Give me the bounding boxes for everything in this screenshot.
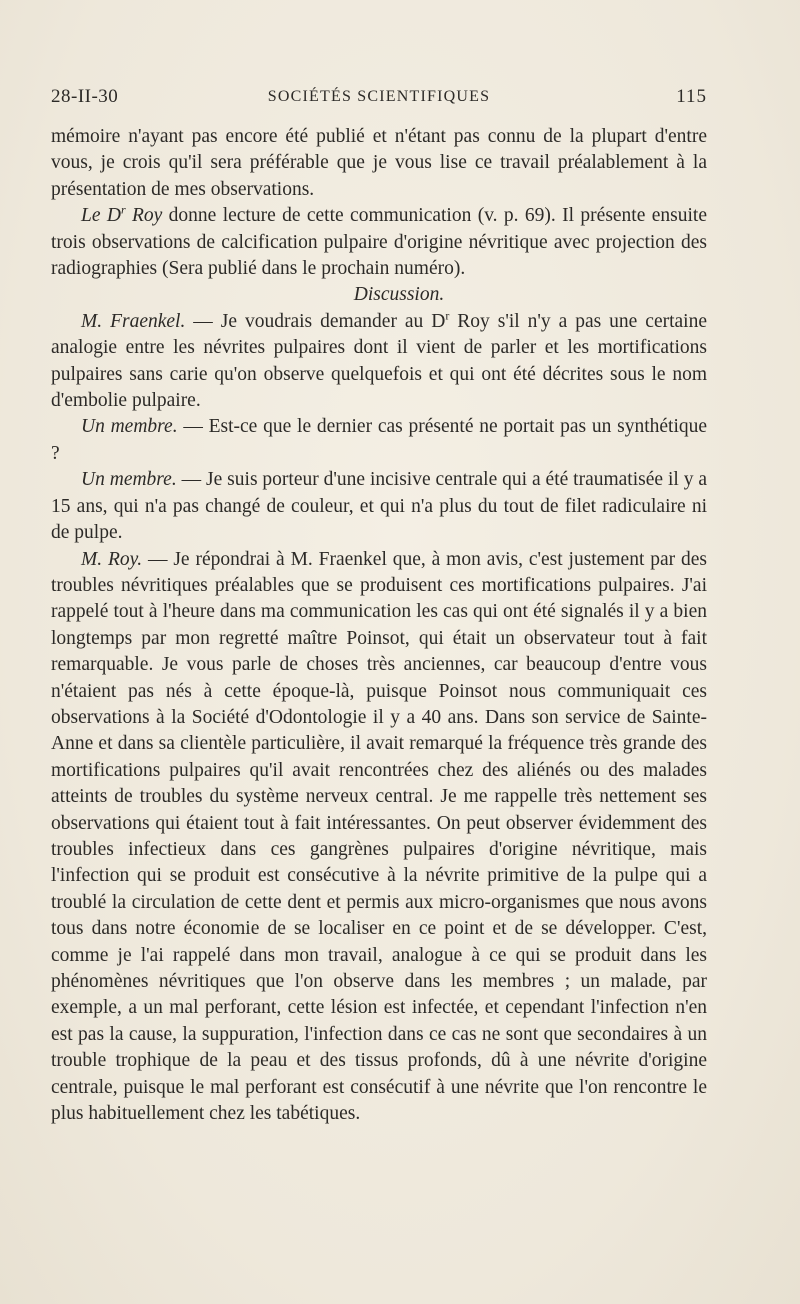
paragraph-text: — Je suis porteur d'une incisive centrale qui a été traumatisée il y a 15 ans, qui n'a pas changé de couleur, et qui n'a plus du tout de filet radiculaire ni de pulpe. xyxy=(51,469,708,544)
speaker-name xyxy=(81,202,163,227)
paragraph-text-b: Roy s'il n'y a pas une certaine analogie entre les névrites pulpaires dont il vient de parler et les mortifications pulpaires sans carie qu'on observe quelquefois et qui ont été décrites sous le nom d'embolie pulpaire. xyxy=(51,310,707,412)
running-head xyxy=(51,86,707,112)
page-number: 115 xyxy=(676,86,707,107)
superscript: r xyxy=(445,308,450,323)
paragraph-text: — Est-ce que le dernier cas présenté ne portait pas un synthétique ? xyxy=(51,416,708,464)
header-title: SOCIÉTÉS SCIENTIFIQUES xyxy=(267,88,491,105)
speaker-surname: Roy xyxy=(125,205,163,227)
superscript: r xyxy=(120,202,126,217)
paragraph-member-remark xyxy=(51,467,707,546)
speaker-name: M. Roy. xyxy=(81,548,143,570)
paragraph-text-a: — Je voudrais demander au D xyxy=(185,310,446,332)
header-date: 28-II-30 xyxy=(51,86,119,107)
body-text xyxy=(51,124,707,1127)
paragraph-member-question xyxy=(51,414,707,467)
section-title: Discussion. xyxy=(353,284,445,306)
speaker-prefix: Le D xyxy=(81,205,121,227)
speaker-name: Un membre. xyxy=(81,416,178,438)
paragraph-fraenkel xyxy=(51,309,707,415)
paragraph-continuation xyxy=(51,124,707,203)
paragraph-text: — Je répondrai à M. Fraenkel que, à mon avis, c'est justement par des troubles névritiques préalables que se produisent ces mortifications pulpaires. J'ai rappelé tout à l'heure dans ma communication les cas qui ont été signalés il y a bien longtemps par mon regretté maître Poinsot, qui était un observateur tout à fait remarquable. Je vous parle de choses très anciennes, car beaucoup d'entre vous n'étaient pas nés à cette époque-là, puisque Poinsot nous communiquait ces observations à la Société d'Odontologie il y a 40 ans. Dans son service de Sainte-Anne et dans sa clientèle particulière, il avait remarqué la fréquence très grande des mortifications pulpaires qu'il avait rencontrées chez des aliénés ou des malades atteints de troubles du système nerveux central. Je me rappelle très nettement ses observations qui étaient tout à fait intéressantes. On peut observer évidemment des troubles infectieux dans ces gangrènes pulpaires d'origine névritique, mais l'infection qui se produit est consécutive à la névrite primitive de la pulpe qui a troublé la circulation de cette dent et permis aux micro-organismes que nous avons tous dans notre économie de se localiser en ce point et de se développer. C'est, comme je l'ai rappelé dans mon travail, analogue à ce qui se produit dans les phénomènes névritiques que l'on observe dans les membres ; un malade, par exemple, a un mal perforant, cette lésion est infectée, et cependant l'infection n'en est pas la cause, la suppuration, l'infection dans ce cas ne sont que secondaires à un trouble trophique de la peau et des tissus profonds, dû à une névrite d'origine centrale, puisque le mal perforant est consécutif à une névrite que l'on rencontre le plus habituellement chez les tabétiques. xyxy=(51,548,708,1125)
speaker-name: M. Fraenkel. xyxy=(81,310,186,332)
paragraph-roy-reply xyxy=(51,547,707,1128)
speaker-name: Un membre. xyxy=(81,469,177,491)
paragraph-roy-reading xyxy=(51,203,707,282)
paragraph-text: donne lecture de cette communication (v. p. 69). Il présente ensuite trois observations de calcification pulpaire d'origine névritique avec projection des radiographies (Sera publié dans le prochain numéro). xyxy=(51,205,707,280)
paragraph-text: mémoire n'ayant pas encore été publié et n'étant pas connu de la plupart d'entre vous, je crois qu'il sera préférable que je vous lise ce travail préalablement à la présentation de mes observations. xyxy=(51,126,707,200)
